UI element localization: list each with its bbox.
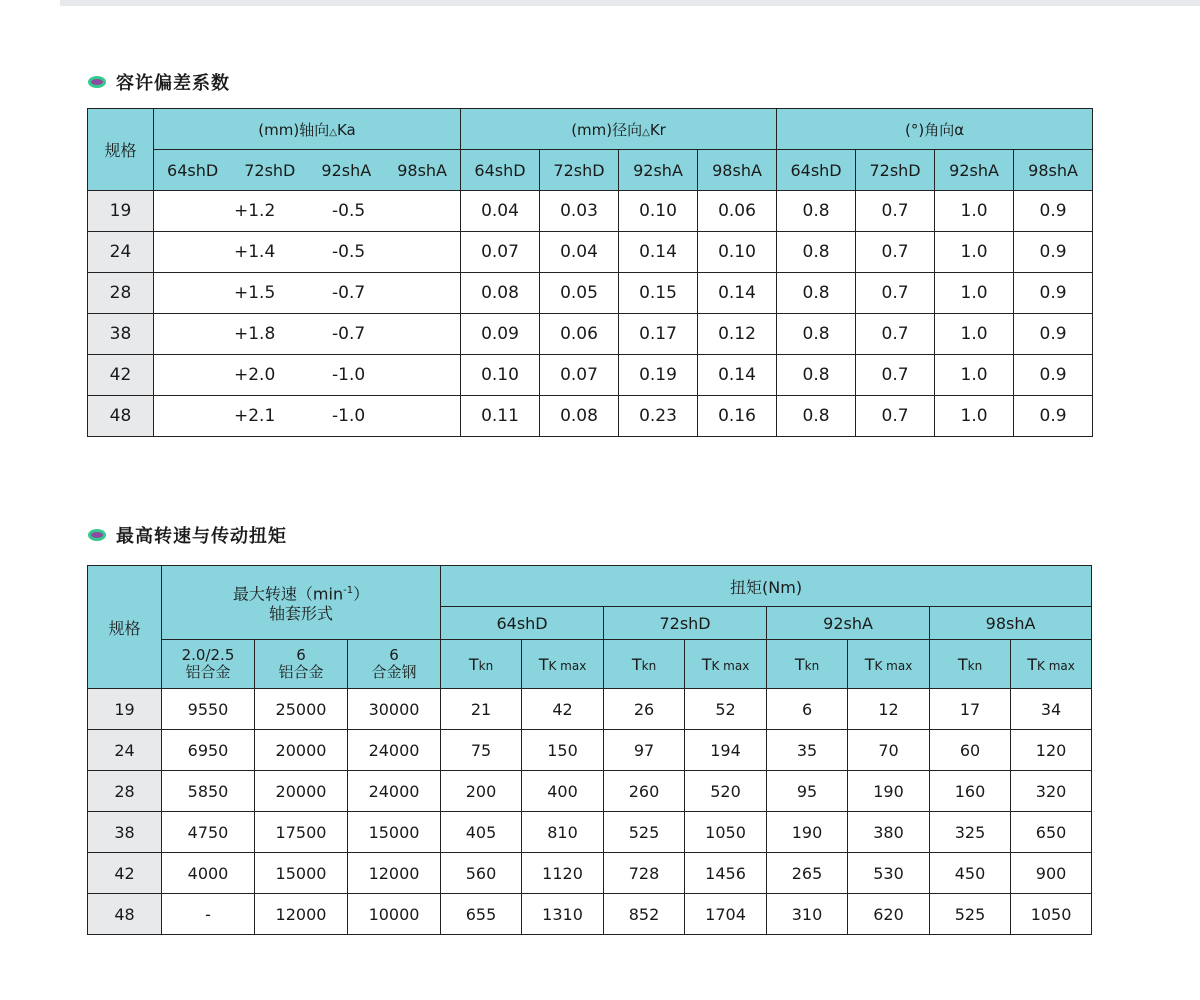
torque-cell: 190 — [848, 771, 930, 812]
hardness-header: 64shD — [777, 150, 856, 191]
spec-cell: 19 — [88, 191, 154, 232]
spec-cell: 48 — [88, 396, 154, 437]
speed-cell: 20000 — [255, 730, 348, 771]
table-row — [88, 232, 1093, 273]
speed-cell: 4750 — [162, 812, 255, 853]
ka-cell: +1.8 -0.7 — [154, 314, 461, 355]
speed-cell: 30000 — [348, 689, 441, 730]
spec-cell: 19 — [88, 689, 162, 730]
alpha-cell: 0.7 — [856, 232, 935, 273]
hardness-header: 64shD — [461, 150, 540, 191]
kr-cell: 0.10 — [619, 191, 698, 232]
spec-cell: 24 — [88, 232, 154, 273]
speed-cell: 17500 — [255, 812, 348, 853]
hardness-header: 72shD — [856, 150, 935, 191]
spec-cell: 42 — [88, 853, 162, 894]
spec-cell: 28 — [88, 273, 154, 314]
speed-cell: 15000 — [255, 853, 348, 894]
tkmax-header: TK max — [522, 640, 604, 689]
torque-cell: 190 — [767, 812, 848, 853]
torque-cell: 620 — [848, 894, 930, 935]
tkmax-header: TK max — [685, 640, 767, 689]
axial-header: (mm)轴向△Ka — [154, 109, 461, 150]
spec-cell: 38 — [88, 812, 162, 853]
torque-cell: 17 — [930, 689, 1011, 730]
torque-cell: 1120 — [522, 853, 604, 894]
hardness-header: 98shA — [698, 150, 777, 191]
torque-cell: 450 — [930, 853, 1011, 894]
torque-cell: 194 — [685, 730, 767, 771]
torque-cell: 1310 — [522, 894, 604, 935]
torque-cell: 6 — [767, 689, 848, 730]
hardness-header: 98shA — [1014, 150, 1093, 191]
speed-torque-table — [87, 565, 1092, 935]
torque-cell: 655 — [441, 894, 522, 935]
torque-cell: 120 — [1011, 730, 1092, 771]
table-row — [88, 314, 1093, 355]
speed-cell: 5850 — [162, 771, 255, 812]
axial-hardness-header: 64shD 72shD 92shA 98shA — [154, 150, 461, 191]
speed-cell: 25000 — [255, 689, 348, 730]
tkn-header: Tkn — [604, 640, 685, 689]
kr-cell: 0.08 — [461, 273, 540, 314]
torque-cell: 525 — [930, 894, 1011, 935]
speed-cell: 24000 — [348, 730, 441, 771]
ka-cell: +1.5 -0.7 — [154, 273, 461, 314]
tkmax-header: TK max — [848, 640, 930, 689]
torque-cell: 35 — [767, 730, 848, 771]
speed-cell: 10000 — [348, 894, 441, 935]
torque-cell: 320 — [1011, 771, 1092, 812]
alpha-cell: 0.7 — [856, 191, 935, 232]
speed-cell: 4000 — [162, 853, 255, 894]
torque-cell: 12 — [848, 689, 930, 730]
table-row — [88, 355, 1093, 396]
kr-cell: 0.09 — [461, 314, 540, 355]
spec-header: 规格 — [88, 566, 162, 689]
table-row — [88, 771, 1092, 812]
table-row — [88, 894, 1092, 935]
torque-cell: 852 — [604, 894, 685, 935]
speed-cell: 9550 — [162, 689, 255, 730]
tkn-header: Tkn — [930, 640, 1011, 689]
torque-header: 扭矩(Nm) — [441, 566, 1092, 607]
section-title-speed-torque — [88, 523, 287, 547]
hub-type-header: 6 铝合金 — [255, 640, 348, 689]
torque-cell: 405 — [441, 812, 522, 853]
torque-cell: 95 — [767, 771, 848, 812]
torque-cell: 1050 — [1011, 894, 1092, 935]
kr-cell: 0.16 — [698, 396, 777, 437]
torque-cell: 34 — [1011, 689, 1092, 730]
hardness-header: 64shD — [441, 607, 604, 640]
torque-cell: 70 — [848, 730, 930, 771]
torque-cell: 75 — [441, 730, 522, 771]
top-divider — [60, 0, 1200, 6]
max-speed-header: 最大转速$(\min^{-1})$ 轴套形式 — [162, 566, 441, 640]
tolerance-table — [87, 108, 1093, 437]
alpha-cell: 1.0 — [935, 273, 1014, 314]
alpha-cell: 0.8 — [777, 314, 856, 355]
kr-cell: 0.10 — [698, 232, 777, 273]
hub-type-header: 6 合金钢 — [348, 640, 441, 689]
speed-cell: 15000 — [348, 812, 441, 853]
hardness-header: 98shA — [930, 607, 1092, 640]
torque-cell: 21 — [441, 689, 522, 730]
table-row — [88, 273, 1093, 314]
kr-cell: 0.07 — [461, 232, 540, 273]
kr-cell: 0.05 — [540, 273, 619, 314]
torque-cell: 265 — [767, 853, 848, 894]
torque-cell: 400 — [522, 771, 604, 812]
torque-cell: 200 — [441, 771, 522, 812]
hub-type-header: 2.0/2.5 铝合金 — [162, 640, 255, 689]
torque-cell: 60 — [930, 730, 1011, 771]
angular-header: (°)角向α — [777, 109, 1093, 150]
kr-cell: 0.15 — [619, 273, 698, 314]
hardness-header: 72shD — [540, 150, 619, 191]
kr-cell: 0.23 — [619, 396, 698, 437]
spec-cell: 24 — [88, 730, 162, 771]
torque-cell: 26 — [604, 689, 685, 730]
torque-cell: 325 — [930, 812, 1011, 853]
ka-cell: +2.0 -1.0 — [154, 355, 461, 396]
tkn-header: Tkn — [767, 640, 848, 689]
kr-cell: 0.12 — [698, 314, 777, 355]
speed-cell: 12000 — [348, 853, 441, 894]
torque-cell: 97 — [604, 730, 685, 771]
torque-cell: 900 — [1011, 853, 1092, 894]
alpha-cell: 0.9 — [1014, 355, 1093, 396]
bullet-icon — [88, 529, 106, 541]
alpha-cell: 0.9 — [1014, 396, 1093, 437]
alpha-cell: 0.8 — [777, 396, 856, 437]
kr-cell: 0.14 — [619, 232, 698, 273]
torque-cell: 1456 — [685, 853, 767, 894]
torque-cell: 380 — [848, 812, 930, 853]
alpha-cell: 1.0 — [935, 232, 1014, 273]
kr-cell: 0.14 — [698, 273, 777, 314]
table-row — [88, 730, 1092, 771]
table-row — [88, 191, 1093, 232]
spec-cell: 38 — [88, 314, 154, 355]
alpha-cell: 1.0 — [935, 396, 1014, 437]
kr-cell: 0.03 — [540, 191, 619, 232]
torque-cell: 1050 — [685, 812, 767, 853]
torque-cell: 52 — [685, 689, 767, 730]
kr-cell: 0.06 — [540, 314, 619, 355]
alpha-cell: 0.9 — [1014, 191, 1093, 232]
hardness-header: 92shA — [619, 150, 698, 191]
torque-cell: 520 — [685, 771, 767, 812]
torque-cell: 560 — [441, 853, 522, 894]
kr-cell: 0.04 — [461, 191, 540, 232]
alpha-cell: 0.9 — [1014, 232, 1093, 273]
kr-cell: 0.08 — [540, 396, 619, 437]
kr-cell: 0.11 — [461, 396, 540, 437]
torque-cell: 160 — [930, 771, 1011, 812]
torque-cell: 525 — [604, 812, 685, 853]
ka-cell: +1.4 -0.5 — [154, 232, 461, 273]
bullet-icon — [88, 76, 106, 88]
hardness-header: 92shA — [935, 150, 1014, 191]
table-row — [88, 396, 1093, 437]
kr-cell: 0.19 — [619, 355, 698, 396]
speed-cell: - — [162, 894, 255, 935]
speed-cell: 24000 — [348, 771, 441, 812]
section-title-tolerance — [88, 70, 230, 94]
spec-cell: 48 — [88, 894, 162, 935]
spec-cell: 28 — [88, 771, 162, 812]
hardness-header: 72shD — [604, 607, 767, 640]
alpha-cell: 0.7 — [856, 396, 935, 437]
alpha-cell: 1.0 — [935, 191, 1014, 232]
torque-cell: 1704 — [685, 894, 767, 935]
alpha-cell: 0.7 — [856, 355, 935, 396]
speed-cell: 20000 — [255, 771, 348, 812]
table-row — [88, 812, 1092, 853]
alpha-cell: 0.7 — [856, 314, 935, 355]
kr-cell: 0.07 — [540, 355, 619, 396]
torque-cell: 150 — [522, 730, 604, 771]
torque-cell: 650 — [1011, 812, 1092, 853]
alpha-cell: 0.7 — [856, 273, 935, 314]
kr-cell: 0.06 — [698, 191, 777, 232]
radial-header: (mm)径向△Kr — [461, 109, 777, 150]
tkmax-header: TK max — [1011, 640, 1092, 689]
tkn-header: Tkn — [441, 640, 522, 689]
alpha-cell: 0.8 — [777, 355, 856, 396]
alpha-cell: 0.8 — [777, 273, 856, 314]
alpha-cell: 0.8 — [777, 232, 856, 273]
torque-cell: 530 — [848, 853, 930, 894]
alpha-cell: 1.0 — [935, 355, 1014, 396]
table-row — [88, 853, 1092, 894]
alpha-cell: 1.0 — [935, 314, 1014, 355]
speed-cell: 6950 — [162, 730, 255, 771]
alpha-cell: 0.9 — [1014, 273, 1093, 314]
kr-cell: 0.04 — [540, 232, 619, 273]
section-title-text: 最高转速与传动扭矩 — [116, 526, 287, 547]
spec-header: 规格 — [88, 109, 154, 191]
alpha-cell: 0.9 — [1014, 314, 1093, 355]
ka-cell: +1.2 -0.5 — [154, 191, 461, 232]
torque-cell: 728 — [604, 853, 685, 894]
hardness-header: 92shA — [767, 607, 930, 640]
spec-cell: 42 — [88, 355, 154, 396]
kr-cell: 0.10 — [461, 355, 540, 396]
alpha-cell: 0.8 — [777, 191, 856, 232]
ka-cell: +2.1 -1.0 — [154, 396, 461, 437]
torque-cell: 310 — [767, 894, 848, 935]
kr-cell: 0.17 — [619, 314, 698, 355]
torque-cell: 260 — [604, 771, 685, 812]
torque-cell: 810 — [522, 812, 604, 853]
table-row — [88, 689, 1092, 730]
torque-cell: 42 — [522, 689, 604, 730]
section-title-text: 容许偏差系数 — [116, 73, 230, 94]
kr-cell: 0.14 — [698, 355, 777, 396]
speed-cell: 12000 — [255, 894, 348, 935]
